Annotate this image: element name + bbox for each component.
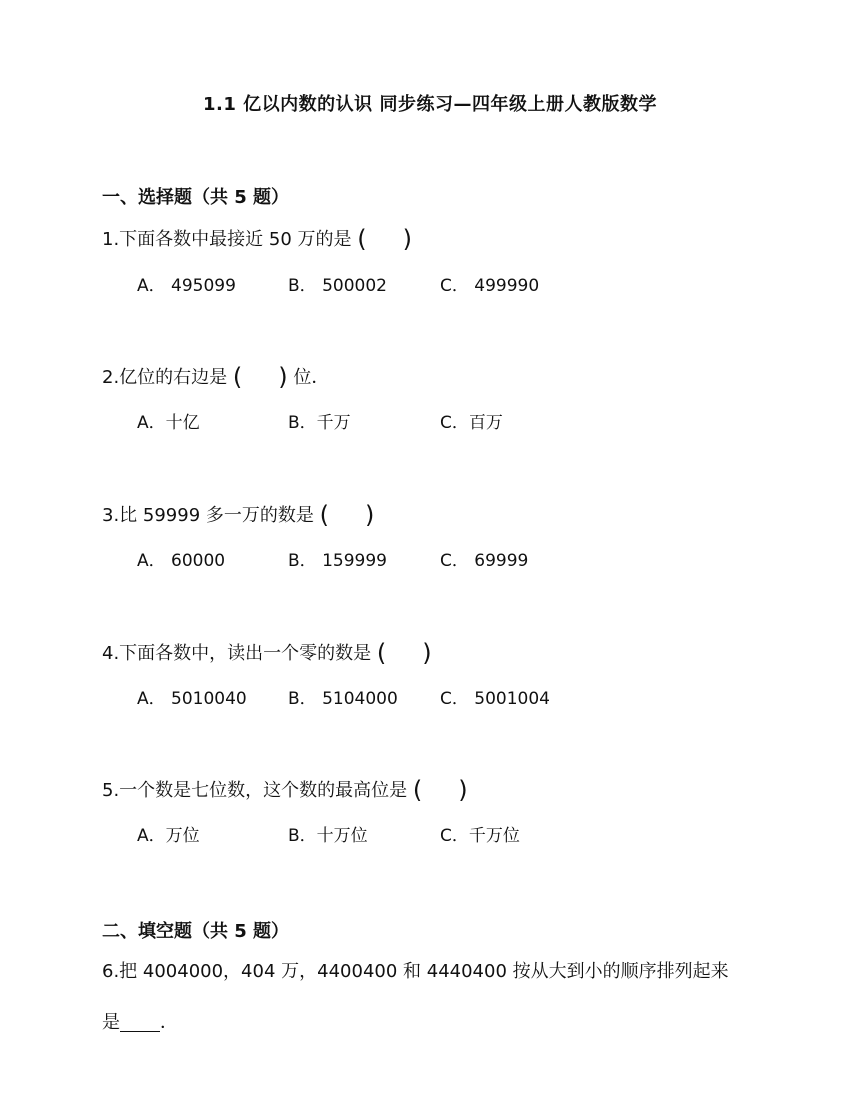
question-6-prefix: 是 [102,1012,120,1033]
option-b[interactable]: B．千万 [288,413,351,433]
question-6-line-1: 6.把 4004000，404 万，4400400 和 4440400 按从大到小的顺序排列起来 [102,961,729,982]
question-6-suffix: ． [160,1012,178,1033]
option-a[interactable]: A．万位 [137,826,200,846]
option-a[interactable]: A． 60000 [137,551,226,571]
option-c[interactable]: C． 5001004 [440,689,550,709]
answer-paren-close: ) [422,639,432,667]
answer-paren-close: ) [458,776,468,804]
answer-paren-close: ) [402,225,413,253]
section-heading-fill: 二、填空题（共 5 题） [102,921,290,942]
answer-paren-open: ( [319,501,329,529]
option-a[interactable]: A．十亿 [137,413,200,433]
question-2-after: 位． [293,367,330,388]
answer-paren-close: ) [278,363,288,391]
question-3-stem: 3.比 59999 多一万的数是 [102,505,314,526]
document-title: 1.1 亿以内数的认识 同步练习—四年级上册人教版数学 [203,94,657,115]
answer-paren-open: ( [376,639,387,667]
section-heading-choice: 一、选择题（共 5 题） [102,187,290,208]
option-a[interactable]: A． 5010040 [137,689,247,709]
question-2-stem: 2.亿位的右边是 [102,367,228,388]
question-5 [102,776,468,806]
option-b[interactable]: B． 500002 [288,276,387,296]
fill-blank[interactable] [120,1013,160,1032]
question-5-stem: 5.一个数是七位数，这个数的最高位是 [102,780,408,801]
option-c[interactable]: C． 499990 [440,276,540,296]
answer-paren-open: ( [357,225,367,253]
option-a[interactable]: A． 495099 [137,276,236,296]
question-6-line-2 [102,1008,178,1038]
option-c[interactable]: C． 69999 [440,551,529,571]
option-b[interactable]: B． 159999 [288,551,387,571]
option-b[interactable]: B． 5104000 [288,689,398,709]
question-2 [102,363,329,393]
question-4 [102,639,432,669]
answer-paren-open: ( [232,363,243,391]
option-c[interactable]: C．百万 [440,413,503,433]
question-4-stem: 4.下面各数中，读出一个零的数是 [102,643,372,664]
question-1 [102,225,412,255]
question-3 [102,501,374,531]
option-b[interactable]: B．十万位 [288,826,368,846]
question-1-stem: 1.下面各数中最接近 50 万的是 [102,229,352,250]
answer-paren-open: ( [412,776,423,804]
answer-paren-close: ) [365,501,375,529]
option-c[interactable]: C．千万位 [440,826,520,846]
